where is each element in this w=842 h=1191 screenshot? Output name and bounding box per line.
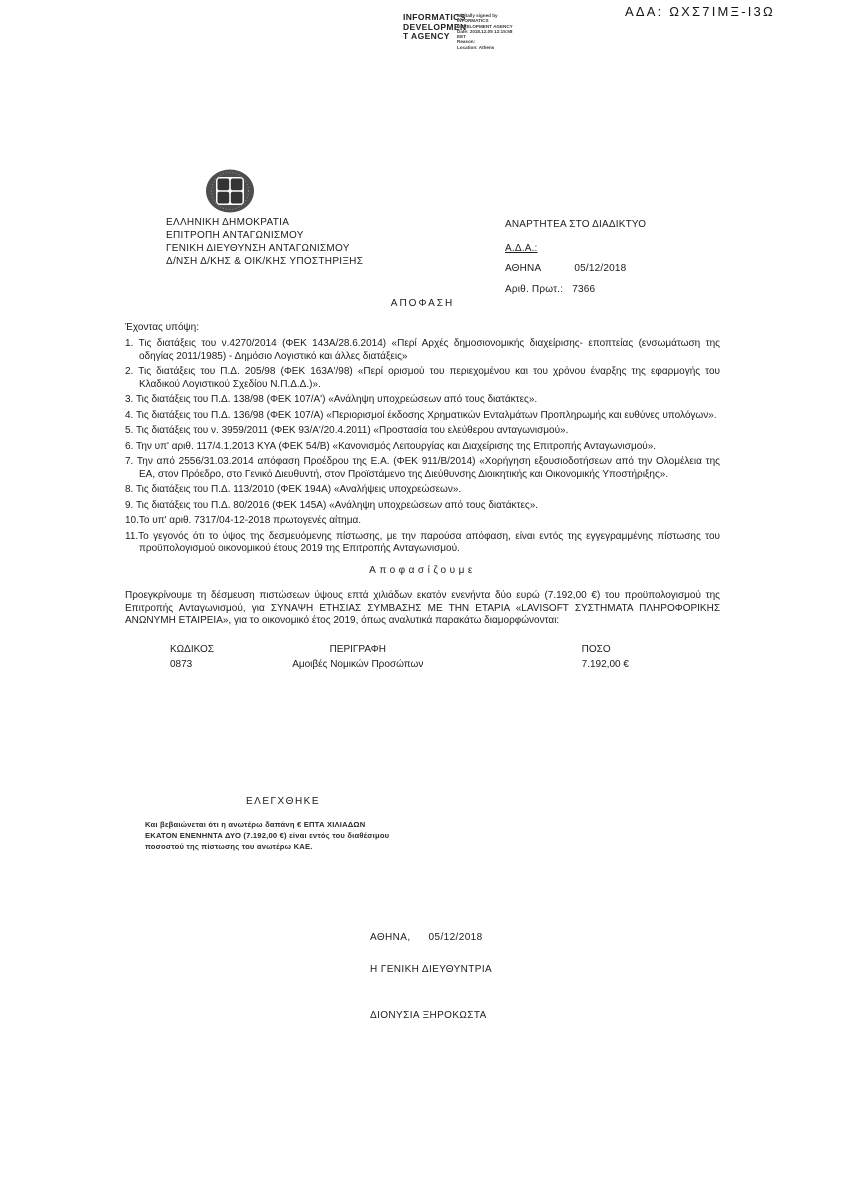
budget-table — [125, 642, 720, 672]
ada-code: ΑΔΑ: ΩΧΣ7ΙΜΞ-Ι3Ω — [625, 4, 775, 19]
legal-basis-item: 1. Τις διατάξεις του ν.4270/2014 (ΦΕΚ 143Α/28.6.2014) «Περί Αρχές δημοσιονομικής διαχείρισης- εποπτείας (ενσωμάτωση της οδηγίας 2011/1985) - Δημόσιο Λογιστικό και άλλες διατάξεις» — [125, 338, 720, 362]
budget-table-row — [125, 657, 720, 672]
signature-detail-line: INFORMATICS — [457, 18, 489, 24]
issuer-line-commission: ΕΠΙΤΡΟΠΗ ΑΝΤΑΓΩΝΙΣΜΟΥ — [166, 230, 304, 241]
legal-basis-item: 8. Τις διατάξεις του Π.Δ. 113/2010 (ΦΕΚ 194Α) «Αναλήψεις υποχρεώσεων». — [125, 484, 462, 495]
issue-place-date — [505, 262, 646, 275]
issuer-line-republic: ΕΛΛΗΝΙΚΗ ΔΗΜΟΚΡΑΤΙΑ — [166, 217, 290, 228]
col-header-code: ΚΩΔΙΚΟΣ — [170, 643, 214, 655]
decision-title: ΑΠΟΦΑΣΗ — [390, 298, 455, 309]
signature-detail-line: Digitally signed by — [457, 13, 498, 18]
signoff-date: 05/12/2018 — [428, 932, 483, 943]
audit-title: ΕΛΕΓΧΘΗΚΕ — [245, 796, 321, 807]
signer-role: Η ΓΕΝΙΚΗ ΔΙΕΥΘΥΝΤΡΙΑ — [370, 964, 493, 975]
cell-amount: 7.192,00 € — [581, 658, 629, 670]
signature-detail-line: Location: Athens — [457, 44, 495, 50]
legal-basis-list — [125, 338, 720, 556]
audit-block — [145, 796, 421, 852]
issuer-line-directorate: Δ/ΝΣΗ Δ/ΚΗΣ & ΟΙΚ/ΚΗΣ ΥΠΟΣΤΗΡΙΞΗΣ — [166, 256, 364, 267]
issue-city: ΑΘΗΝΑ — [505, 263, 542, 274]
issue-date: 05/12/2018 — [574, 263, 627, 274]
col-header-amount: ΠΟΣΟ — [581, 643, 611, 655]
cell-description: Αμοιβές Νομικών Προσώπων — [292, 658, 424, 670]
signature-detail-line: EET — [457, 34, 466, 40]
protocol-label: Αριθ. Πρωτ.: — [505, 284, 564, 295]
col-header-description: ΠΕΡΙΓΡΑΦΗ — [329, 643, 386, 655]
signoff-place-date — [370, 932, 492, 943]
legal-basis-item: 7. Την από 2556/31.03.2014 απόφαση Προέδρου της Ε.Α. (ΦΕΚ 911/Β/2014) «Χορήγηση εξουσιοδοτήσεων από την Ολομέλεια της ΕΑ, στον Πρόεδρο, στο Γενικό Διευθυντή, στον Προϊστάμενο της Διεύθυνσης Διοικητικής και Οικονομικής Υποστήριξης». — [125, 456, 720, 480]
decision-body — [125, 298, 720, 672]
cell-code: 0873 — [170, 658, 193, 670]
budget-table-header-row — [125, 642, 720, 657]
issuer-line-directorate-general: ΓΕΝΙΚΗ ΔΙΕΥΘΥΝΣΗ ΑΝΤΑΓΩΝΙΣΜΟΥ — [166, 243, 350, 254]
signoff-block — [370, 932, 492, 1021]
signoff-city: ΑΘΗΝΑ, — [370, 932, 411, 943]
signer-agency-line: INFORMATICS — [403, 12, 466, 22]
signer-agency-line: DEVELOPMEN — [403, 21, 467, 32]
signature-detail-line: Date: 2018.12.05 12:15:58 — [457, 28, 513, 34]
legal-basis-item: 9. Τις διατάξεις του Π.Δ. 80/2016 (ΦΕΚ 145Α) «Ανάληψη υποχρεώσεων από τους διατάκτες». — [125, 499, 539, 511]
audit-certification-text: Και βεβαιώνεται ότι η ανωτέρω δαπάνη € ΕΠΤΑ ΧΙΛΙΑΔΩΝ ΕΚΑΤΟΝ ΕΝΕΝΗΝΤΑ ΔΥΟ (7.192,00 €) είναι εντός του διαθέσιμου ποσοστού της πίστωσης του ανωτέρω ΚΑΕ. — [145, 820, 390, 851]
legal-basis-item: 11.Το γεγονός ότι το ύψος της δεσμευόμενης πίστωσης, με την παρούσα απόφαση, είναι εντός της εγγεγραμμένης πίστωσης του προϋπολογισμού οικονομικού έτους 2019 της Επιτροπής Ανταγωνισμού. — [125, 530, 720, 554]
legal-basis-item: 5. Τις διατάξεις του ν. 3959/2011 (ΦΕΚ 93/Α'/20.4.2011) «Προστασία του ελεύθερου ανταγωνισμού». — [125, 425, 569, 436]
legal-basis-item: 10.Το υπ' αριθ. 7317/04-12-2018 πρωτογενές αίτημα. — [125, 515, 362, 526]
preamble: Έχοντας υπόψη: — [125, 321, 199, 333]
signature-detail-line: DEVELOPMENT AGENCY — [457, 23, 513, 29]
legal-basis-item: 6. Την υπ' αριθ. 117/4.1.2013 ΚΥΑ (ΦΕΚ 54/Β) «Κανονισμός Λειτουργίας και Διαχείρισης της Επιτροπής Ανταγωνισμού». — [125, 440, 657, 452]
digital-signature-details — [457, 13, 549, 50]
signer-name: ΔΙΟΝΥΣΙΑ ΞΗΡΟΚΩΣΤΑ — [370, 1010, 487, 1021]
greek-emblem-icon — [205, 169, 255, 218]
signature-detail-line: Reason: — [457, 39, 476, 45]
legal-basis-item: 3. Τις διατάξεις του Π.Δ. 138/98 (ΦΕΚ 107/Α') «Ανάληψη υποχρεώσεων από τους διατάκτες». — [125, 394, 538, 405]
letterhead-issuer — [166, 216, 363, 268]
protocol-row — [505, 283, 646, 296]
letterhead-meta — [505, 218, 646, 296]
legal-basis-item: 2. Τις διατάξεις του Π.Δ. 205/98 (ΦΕΚ 163Α'/98) «Περί ορισμού του περιεχομένου και του χρόνου έναρξης της εφαρμογής του Κλαδικού Λογιστικού Σχεδίου Ν.Π.Δ.Δ.)». — [125, 366, 720, 390]
verdict-title: Αποφασίζουμε — [369, 564, 476, 576]
verdict-paragraph: Προεγκρίνουμε τη δέσμευση πιστώσεων ύψους επτά χιλιάδων εκατόν ενενήντα δύο ευρώ (7.192,00 €) του προϋπολογισμού της Επιτροπής Ανταγωνισμού, για ΣΥΝΑΨΗ ΕΤΗΣΙΑΣ ΣΥΜΒΑΣΗΣ ΜΕ ΤΗΝ ΕΤΑΡΙΑ «LAVISOFT ΣΥΣΤΗΜΑΤΑ ΠΛΗΡΟΦΟΡΙΚΗΣ ΑΝΩΝΥΜΗ ΕΤΑΙΡΕΙΑ», για το οικονομικό έτος 2019, όπως αναλυτικά παρακάτω διαμορφώνονται: — [125, 590, 720, 626]
signer-agency-line: T AGENCY — [403, 31, 450, 41]
legal-basis-item: 4. Τις διατάξεις του Π.Δ. 136/98 (ΦΕΚ 107/Α) «Περιορισμοί έκδοσης Χρηματικών Ενταλμάτων Προπληρωμής και ευθύνες υπολόγων». — [125, 409, 717, 421]
protocol-number: 7366 — [572, 284, 596, 295]
publish-notice: ΑΝΑΡΤΗΤΕΑ ΣΤΟ ΔΙΑΔΙΚΤΥΟ — [505, 219, 647, 230]
ada-label: Α.Δ.Α.: — [505, 243, 538, 254]
